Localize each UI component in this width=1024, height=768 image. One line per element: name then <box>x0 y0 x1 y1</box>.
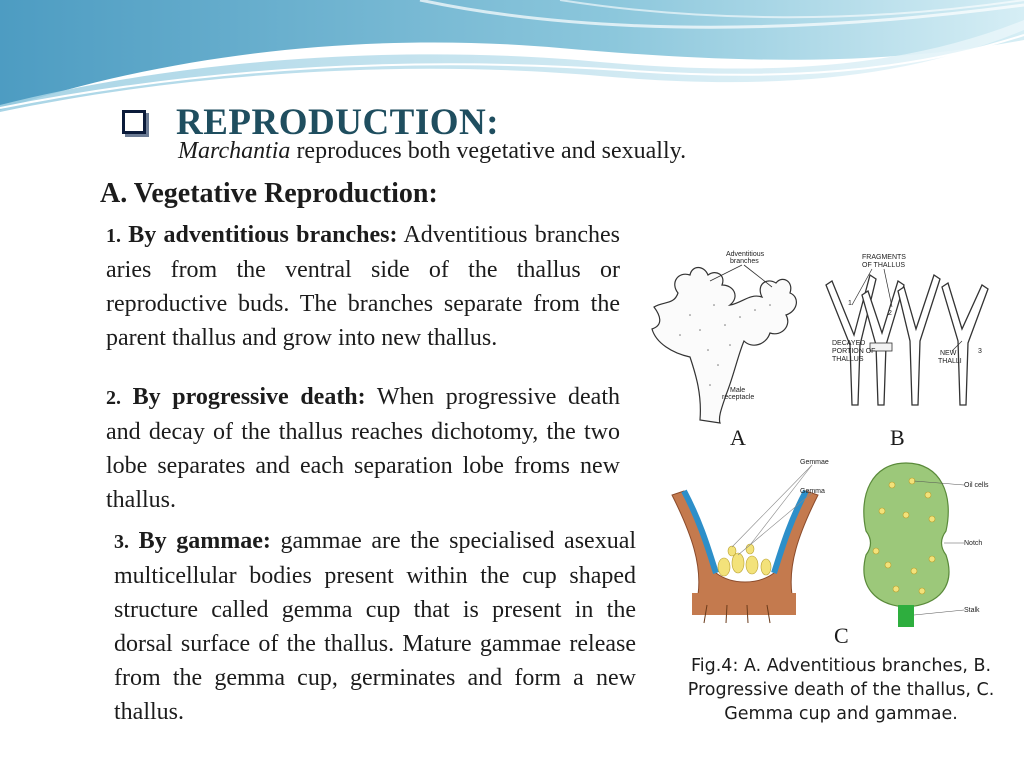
figure-panel-c-gemma-cup <box>662 455 829 625</box>
label-receptacle: receptacle <box>722 394 755 401</box>
point-number: 1. <box>106 225 121 247</box>
label-new: NEW <box>940 350 957 357</box>
section-heading: A. Vegetative Reproduction: <box>100 178 438 209</box>
panel-label-a: A <box>730 425 746 450</box>
figure-panel-a-adventitious-branches <box>630 245 808 430</box>
panel-label-c: C <box>834 623 849 648</box>
point-gammae <box>114 524 636 729</box>
slide-title: REPRODUCTION: <box>176 101 500 143</box>
label-thalli: THALLI <box>938 358 962 365</box>
point-text: Adventitious branches aries from the ventral side of the thallus or reproductive buds. The branches separate from the parent thallus and grow into new thallus. <box>106 222 620 351</box>
point-number: 3. <box>114 531 129 553</box>
panel-label-b: B <box>890 425 905 450</box>
figure-panel-c-gemma <box>836 455 1002 640</box>
label-stalk: Stalk <box>964 607 980 614</box>
label-branches: branches <box>730 258 759 265</box>
figure-caption: Fig.4: A. Adventitious branches, B. Progressive death of the thallus, C. Gemma cup and gammae. <box>687 656 995 724</box>
label-thallus: THALLUS <box>832 356 864 363</box>
label-portion-of: PORTION OF <box>832 348 876 355</box>
square-bullet-icon <box>122 110 146 134</box>
point-heading: By gammae: <box>138 528 271 554</box>
point-adventitious-branches <box>106 218 620 355</box>
label-3: 3 <box>978 348 982 355</box>
slide-subtitle <box>178 138 686 165</box>
label-of-thallus: OF THALLUS <box>862 262 906 269</box>
label-1: 1 <box>848 300 852 307</box>
label-gemma: Gemma <box>800 488 825 495</box>
header-wave-decoration <box>0 0 1024 115</box>
label-notch: Notch <box>964 540 983 547</box>
point-number: 2. <box>106 387 121 409</box>
subtitle-text: reproduces both vegetative and sexually. <box>290 138 687 164</box>
point-heading: By progressive death: <box>132 384 366 410</box>
label-adventitious: Adventitious <box>726 251 765 258</box>
label-decayed: DECAYED <box>832 340 866 347</box>
label-oil-cells: Oil cells <box>964 482 989 489</box>
point-text: When progressive death and decay of the thallus reaches dichotomy, the two lobe separates and each separation lobe froms new thallus. <box>106 384 621 513</box>
figure-panel-b-progressive-death <box>812 245 1008 430</box>
point-text: gammae are the specialised asexual multicellular bodies present within the cup shaped structure called gemma cup that is present in the dorsal surface of the thallus. Mature gammae release from the gemma cup, germinates and form a new thallus. <box>114 528 637 725</box>
genus-name: Marchantia <box>178 138 291 164</box>
label-male: Male <box>730 387 746 394</box>
label-fragments: FRAGMENTS <box>862 254 906 261</box>
point-heading: By adventitious branches: <box>128 222 398 248</box>
label-gemmae: Gemmae <box>800 459 829 466</box>
label-2: 2 <box>888 310 892 317</box>
point-progressive-death <box>106 380 620 517</box>
